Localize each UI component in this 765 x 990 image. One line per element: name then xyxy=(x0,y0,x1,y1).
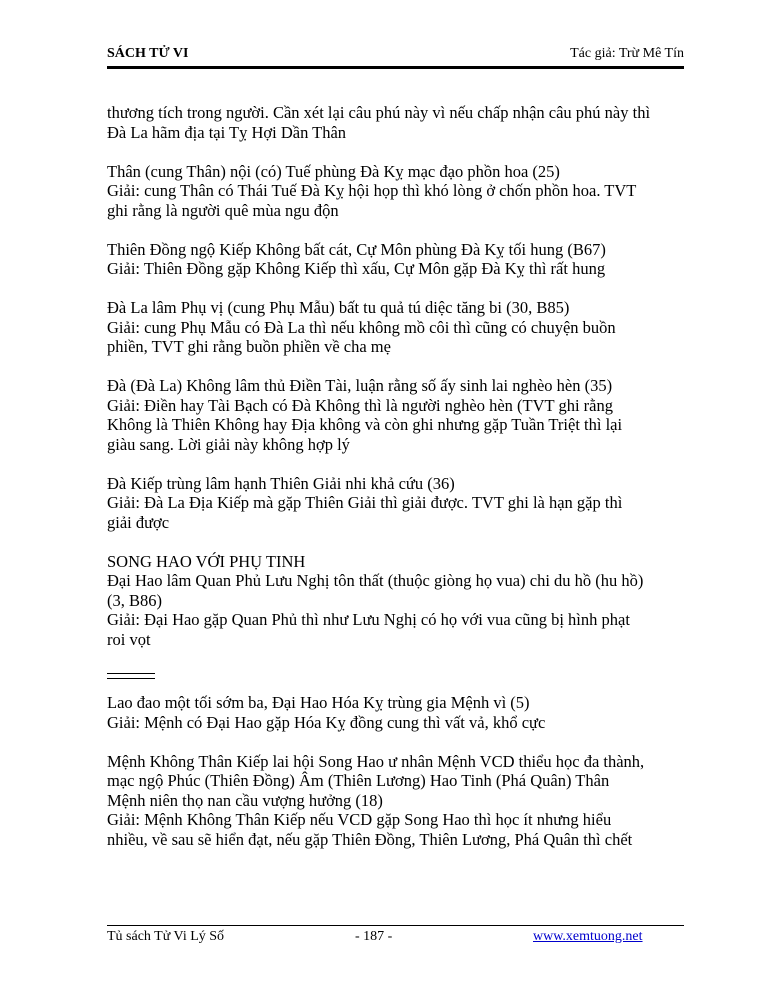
paragraph: Lao đao một tối sớm ba, Đại Hao Hóa Kỵ trùng gia Mệnh vì (5) Giải: Mệnh có Đại Hao gặp Hóa Kỵ đồng cung thì vất vả, khổ cực xyxy=(107,693,546,732)
paragraph: Đà Kiếp trùng lâm hạnh Thiên Giải nhi khả cứu (36) Giải: Đà La Địa Kiếp mà gặp Thiên Giải thì giải được. TVT ghi là hạn gặp thì giải được xyxy=(107,473,623,532)
website-link[interactable]: www.xemtuong.net xyxy=(533,929,643,944)
author-label: Tác giả: Trừ Mê Tín xyxy=(570,46,684,61)
page-header xyxy=(107,44,684,69)
paragraph: Thiên Đồng ngộ Kiếp Không bất cát, Cự Môn phùng Đà Kỵ tối hung (B67) Giải: Thiên Đồng gặp Không Kiếp thì xấu, Cự Môn gặp Đà Kỵ thì rất hung xyxy=(107,239,606,278)
paragraph: Đà La lâm Phụ vị (cung Phụ Mẫu) bất tu quả tú diệc tăng bi (30, B85) Giải: cung Phụ Mẫu có Đà La thì nếu không mồ côi thì cũng có chuyện buồn phiền, TVT ghi rằng buồn phiền về cha mẹ xyxy=(107,298,616,356)
paragraph: Mệnh Không Thân Kiếp lai hội Song Hao ư nhân Mệnh VCD thiểu học đa thành, mạc ngộ Phúc (Thiên Đồng) Âm (Thiên Lương) Hao Tinh (Phá Quân) Thân Mệnh niên thọ nan cầu vượng hưởng (18) Giải: Mệnh Không Thân Kiếp nếu VCD gặp Song Hao thì học ít nhưng hiểu nhiều, về sau sẽ hiển đạt, nếu gặp Thiên Đồng, Thiên Lương, Phá Quân thì chết xyxy=(107,751,645,849)
page-body xyxy=(107,103,687,869)
paragraph: Thân (cung Thân) nội (có) Tuế phùng Đà Kỵ mạc đạo phồn hoa (25) Giải: cung Thân có Thái Tuế Đà Kỵ hội họp thì khó lòng ở chốn phồn hoa. TVT ghi rằng là người quê mùa ngu độn xyxy=(107,161,637,220)
paragraph-group-a xyxy=(107,103,687,532)
paragraph: thương tích trong người. Cần xét lại câu phú này vì nếu chấp nhận câu phú này thì Đà La hãm địa tại Tỵ Hợi Dần Thân xyxy=(107,103,651,142)
paragraph: Đà (Đà La) Không lâm thủ Điền Tài, luận rằng số ấy sinh lai nghèo hèn (35) Giải: Điền hay Tài Bạch có Đà Không thì là người nghèo hèn (TVT ghi rằng Không là Thiên Không hay Địa không và còn ghi nhưng gặp Tuần Triệt thì lại giàu sang. Lời giải này không hợp lý xyxy=(107,376,623,454)
page-number: - 187 - xyxy=(355,929,393,944)
section-title: SONG HAO VỚI PHỤ TINH xyxy=(107,551,306,571)
series-label: Tủ sách Tử Vi Lý Số xyxy=(107,929,225,944)
section-divider xyxy=(107,673,155,679)
paragraph-group-b xyxy=(107,693,687,849)
book-title: SÁCH TỬ VI xyxy=(107,46,189,61)
page-footer xyxy=(107,925,684,946)
paragraph: Đại Hao lâm Quan Phủ Lưu Nghị tôn thất (thuộc giòng họ vua) chi du hồ (hu hồ) (3, B86) Giải: Đại Hao gặp Quan Phủ thì như Lưu Nghị có họ với vua cũng bị hình phạt roi vọt xyxy=(107,571,644,649)
